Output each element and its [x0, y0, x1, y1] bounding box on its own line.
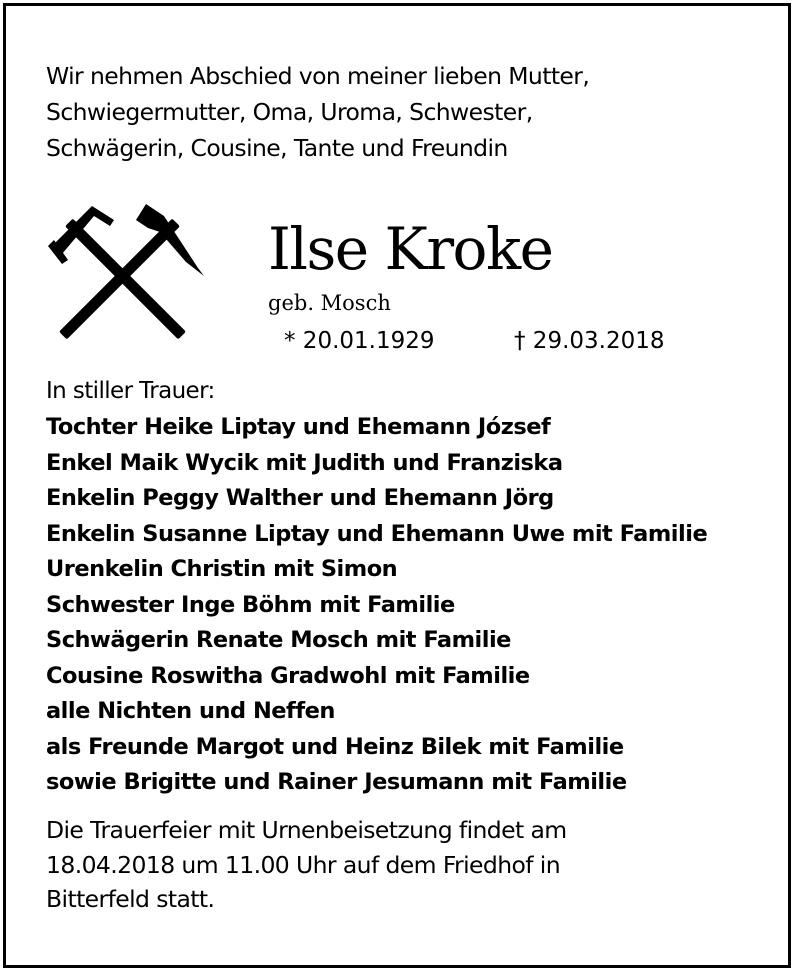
birth-date: * 20.01.1929 — [284, 328, 435, 354]
mourner-line: alle Nichten und Neffen — [46, 698, 335, 724]
funeral-line: Die Trauerfeier mit Urnenbeisetzung findet am — [46, 816, 567, 844]
life-dates — [284, 325, 665, 357]
mourner-line: als Freunde Margot und Heinz Bilek mit Familie — [46, 733, 624, 760]
mourner-line: Urenkelin Christin mit Simon — [46, 556, 398, 582]
intro-line: Schwiegermutter, Oma, Uroma, Schwester, — [46, 98, 533, 126]
mourner-line: Schwester Inge Böhm mit Familie — [46, 591, 455, 618]
deceased-name: Ilse Kroke — [268, 215, 553, 283]
birth-name: geb. Mosch — [268, 291, 391, 315]
mourner-line: sowie Brigitte und Rainer Jesumann mit Familie — [46, 769, 627, 795]
mourner-line: Tochter Heike Liptay und Ehemann József — [46, 414, 551, 440]
mourner-line: Enkel Maik Wycik mit Judith und Franziska — [46, 449, 563, 476]
hammer-and-pick-icon — [48, 202, 204, 342]
intro-line: Schwägerin, Cousine, Tante und Freundin — [46, 134, 508, 162]
funeral-line: Bitterfeld statt. — [46, 885, 215, 913]
death-date: † 29.03.2018 — [514, 328, 665, 354]
funeral-line: 18.04.2018 um 11.00 Uhr auf dem Friedhof in — [46, 850, 561, 879]
funeral-info — [46, 813, 766, 917]
mourner-line: Enkelin Peggy Walther und Ehemann Jörg — [46, 485, 554, 511]
intro-text — [46, 58, 766, 166]
mourner-line: Schwägerin Renate Mosch mit Familie — [46, 627, 511, 653]
intro-line: Wir nehmen Abschied von meiner lieben Mutter, — [46, 62, 590, 90]
mourner-line: Enkelin Susanne Liptay und Ehemann Uwe mit Familie — [46, 520, 708, 547]
mourners-list — [46, 410, 776, 801]
mourner-line: Cousine Roswitha Gradwohl mit Familie — [46, 662, 530, 689]
mourning-heading: In stiller Trauer: — [46, 378, 215, 404]
